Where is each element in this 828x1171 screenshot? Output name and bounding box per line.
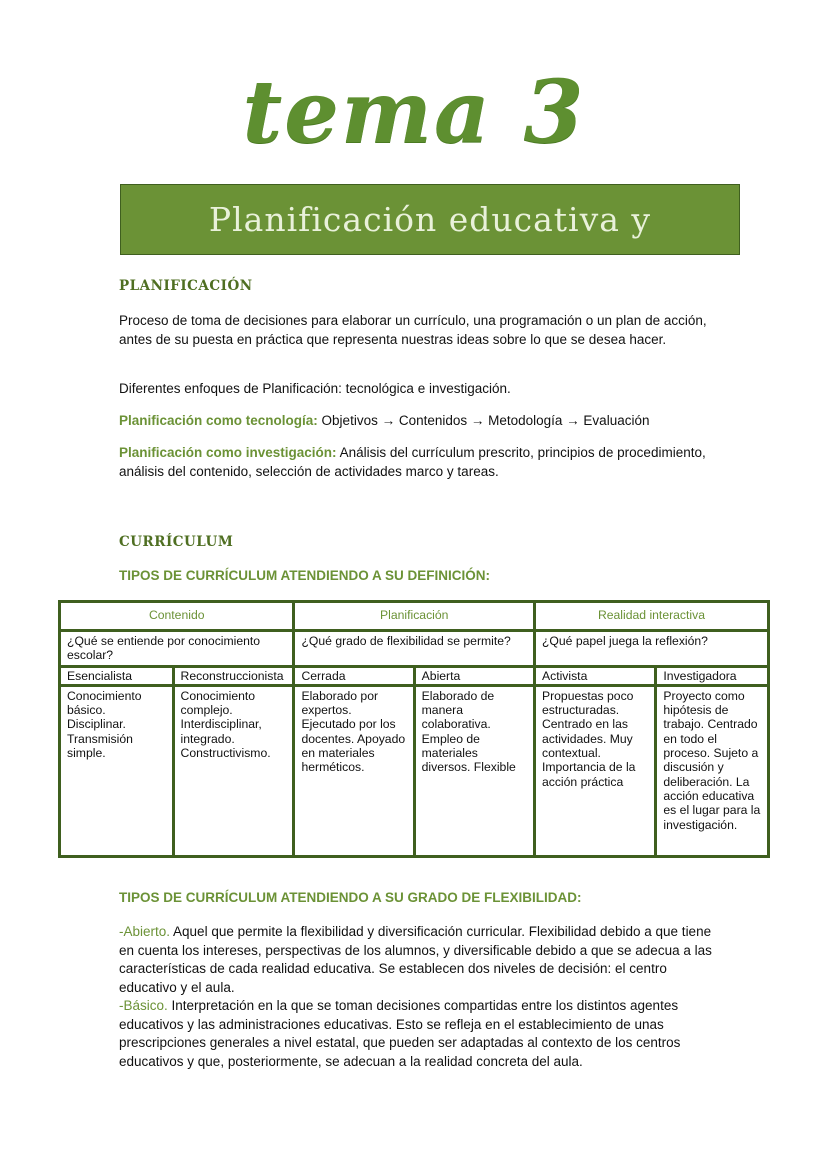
desc-reconstruccionista: Conocimiento complejo. Interdisciplinar, integrado. Constructivismo. xyxy=(173,685,294,856)
type-activista: Activista xyxy=(534,666,655,685)
heading-curriculum: CURRÍCULUM xyxy=(119,534,234,550)
flexibilidad-abierto xyxy=(119,923,715,997)
tema-title: tema 3 xyxy=(242,62,586,163)
type-esencialista: Esencialista xyxy=(60,666,174,685)
question-conocimiento: ¿Qué se entiende por conocimiento escolar? xyxy=(60,631,294,667)
planificacion-investigacion xyxy=(119,444,719,481)
planificacion-tecnologia xyxy=(119,412,719,431)
table-type-row xyxy=(60,666,769,685)
type-investigadora: Investigadora xyxy=(656,666,769,685)
group-contenido: Contenido xyxy=(60,602,294,631)
question-flexibilidad: ¿Qué grado de flexibilidad se permite? xyxy=(294,631,535,667)
title-banner xyxy=(120,184,740,255)
planificacion-enfoques: Diferentes enfoques de Planificación: tecnológica e investigación. xyxy=(119,381,511,396)
type-reconstruccionista: Reconstruccionista xyxy=(173,666,294,685)
table-question-row xyxy=(60,631,769,667)
type-abierta: Abierta xyxy=(414,666,534,685)
heading-planificacion: PLANIFICACIÓN xyxy=(119,278,253,294)
type-cerrada: Cerrada xyxy=(294,666,414,685)
abierto-label: -Abierto. xyxy=(119,924,171,939)
desc-cerrada: Elaborado por expertos. Ejecutado por los docentes. Apoyado en materiales herméticos. xyxy=(294,685,414,856)
desc-activista: Propuestas poco estructuradas. Centrado en las actividades. Muy contextual. Importancia de la acción práctica xyxy=(534,685,655,856)
question-reflexion: ¿Qué papel juega la reflexión? xyxy=(534,631,768,667)
flexibilidad-basico xyxy=(119,997,715,1071)
table-description-row xyxy=(60,685,769,856)
curriculum-types-table xyxy=(58,600,770,858)
page-title-script xyxy=(0,62,828,163)
basico-text: Interpretación en la que se toman decisiones compartidas entre los distintos agentes educativos y las administraciones educativas. Esto se refleja en el establecimiento de unas prescripciones generales a nivel estatal, que pueden ser adaptadas al contexto de los centros educativos y que, posteriormente, se adecuan a la realidad concreta del aula. xyxy=(119,998,681,1069)
tecnologia-label: Planificación como tecnología: xyxy=(119,413,318,428)
investigacion-text: Análisis del currículum prescrito, principios de procedimiento, análisis del contenido, selección de actividades marco y tareas. xyxy=(119,445,706,479)
desc-esencialista: Conocimiento básico. Disciplinar. Transmisión simple. xyxy=(60,685,174,856)
subheading-tipos-definicion: TIPOS DE CURRÍCULUM ATENDIENDO A SU DEFINICIÓN: xyxy=(119,568,490,583)
abierto-text: Aquel que permite la flexibilidad y diversificación curricular. Flexibilidad debido a que tiene en cuenta los intereses, perspectivas de los alumnos, y diversificable debido a que se adecua a las características de cada realidad educativa. Se establecen dos niveles de decisión: el centro educativo y el aula. xyxy=(119,924,712,995)
group-realidad-interactiva: Realidad interactiva xyxy=(534,602,768,631)
basico-label: -Básico. xyxy=(119,998,168,1013)
group-planificacion: Planificación xyxy=(294,602,535,631)
tecnologia-text: Objetivos → Contenidos → Metodología → Evaluación xyxy=(317,413,650,428)
desc-abierta: Elaborado de manera colaborativa. Empleo de materiales diversos. Flexible xyxy=(414,685,534,856)
table-group-row xyxy=(60,602,769,631)
planificacion-definition: Proceso de toma de decisiones para elaborar un currículo, una programación o un plan de acción, antes de su puesta en práctica que representa nuestras ideas sobre lo que se desea hacer. xyxy=(119,313,707,347)
banner-title: Planificación educativa y xyxy=(208,200,652,239)
desc-investigadora: Proyecto como hipótesis de trabajo. Centrado en todo el proceso. Sujeto a discusión y deliberación. La acción educativa es el lugar para la investigación. xyxy=(656,685,769,856)
subheading-tipos-flexibilidad: TIPOS DE CURRÍCULUM ATENDIENDO A SU GRADO DE FLEXIBILIDAD: xyxy=(119,890,582,905)
investigacion-label: Planificación como investigación: xyxy=(119,445,337,460)
